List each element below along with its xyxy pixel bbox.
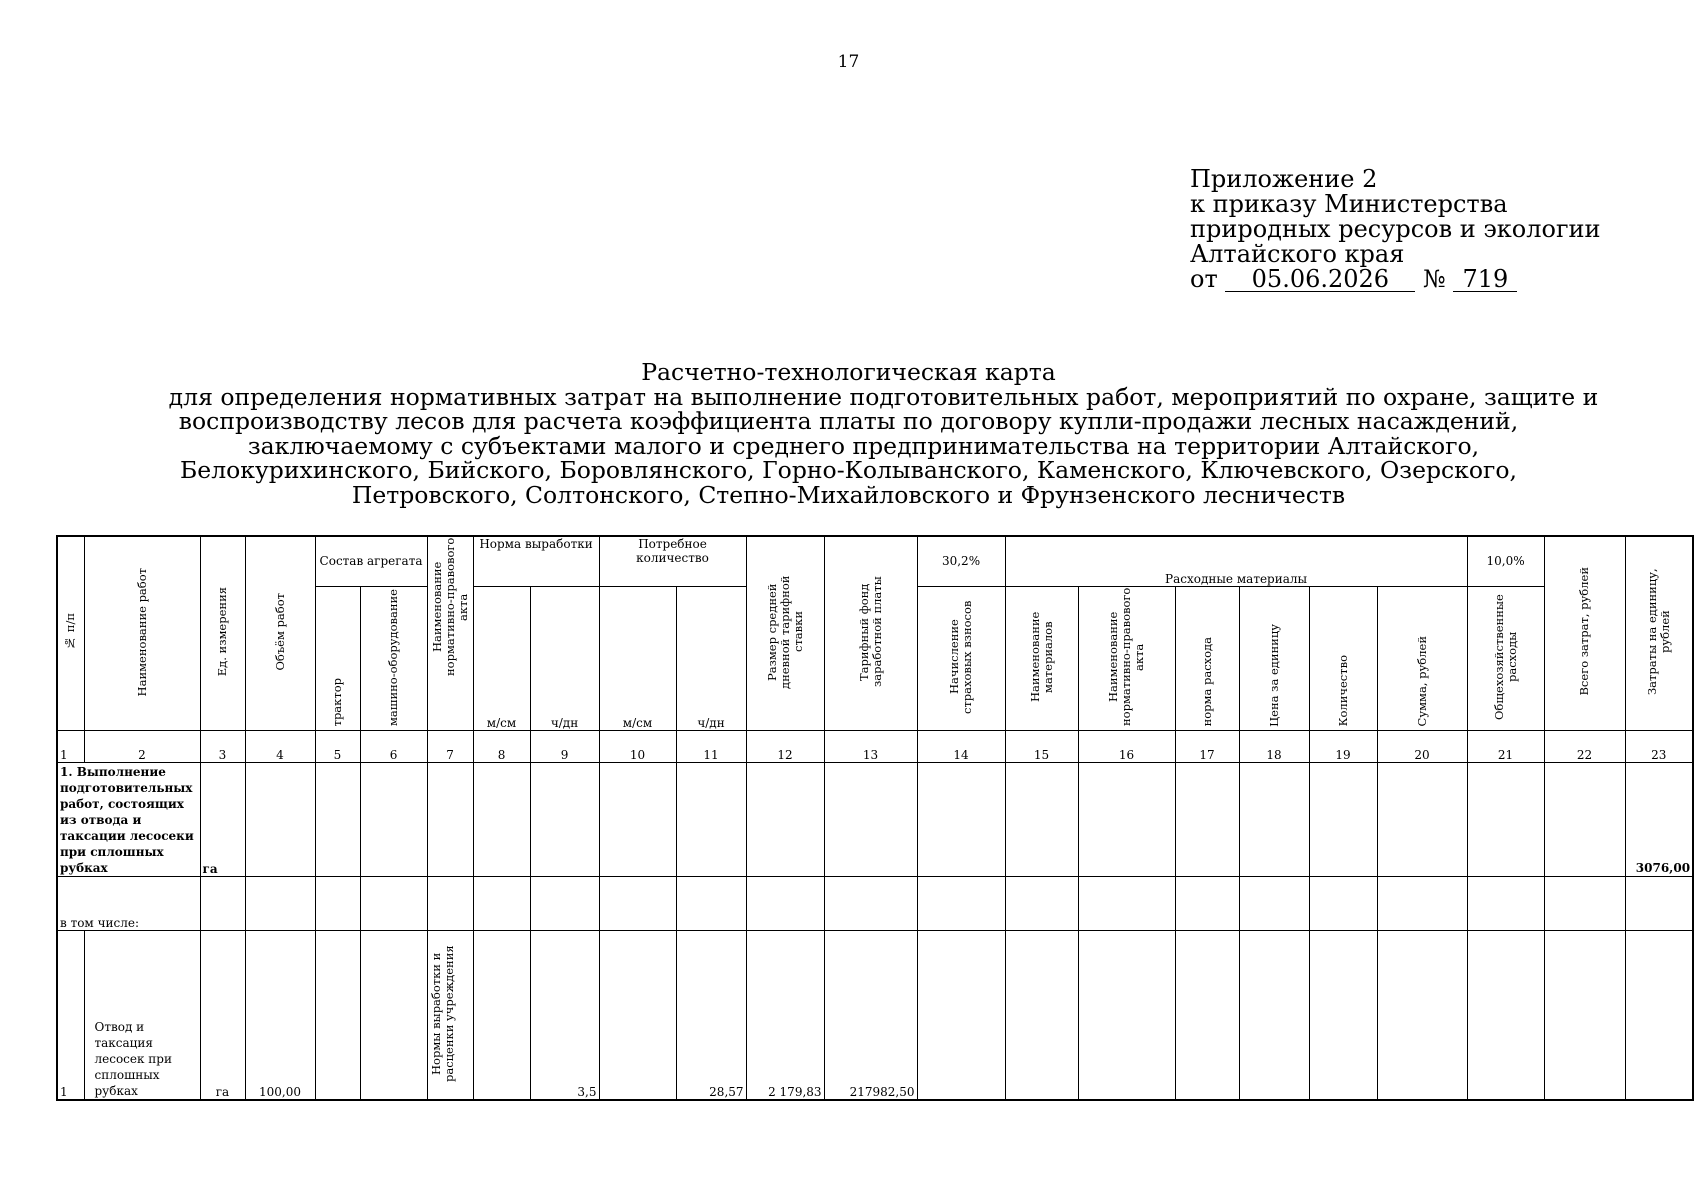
- col-num: 18: [1239, 730, 1309, 762]
- header-norm-group: Норма выработки: [473, 536, 599, 586]
- header-aggregate-group: Состав агрегата: [315, 536, 427, 586]
- header-insurance: Начисление страховых взносов: [917, 586, 1005, 730]
- row-norm-chdn: 3,5: [530, 930, 599, 1100]
- header-norm-chdn: ч/дн: [530, 586, 599, 730]
- order-date: 05.06.2026: [1225, 267, 1415, 292]
- header-need-group: Потребное количество: [599, 536, 746, 586]
- header-wage-fund: Тарифный фонд заработной платы: [824, 536, 917, 730]
- header-legal-act: Наименование нормативно-правового акта: [427, 536, 473, 730]
- header-need-chdn: ч/дн: [676, 586, 746, 730]
- col-num: 10: [599, 730, 676, 762]
- row-num: 1: [57, 930, 84, 1100]
- header-material-act: Наименование нормативно-правового акта: [1078, 586, 1175, 730]
- col-num: 21: [1467, 730, 1544, 762]
- header-volume: Объём работ: [245, 536, 315, 730]
- col-num: 13: [824, 730, 917, 762]
- col-num: 19: [1309, 730, 1377, 762]
- appendix-date-line: [1190, 267, 1601, 292]
- header-machine: машино-оборудование: [360, 586, 427, 730]
- col-num: 20: [1377, 730, 1467, 762]
- section-unit-cost: 3076,00: [1625, 762, 1693, 876]
- col-num: 4: [245, 730, 315, 762]
- date-prefix: от: [1190, 265, 1218, 293]
- row-unit: га: [200, 930, 245, 1100]
- title-line-2: для определения нормативных затрат на выполнение подготовительных работ, мероприятий по охране, защите и: [168, 382, 1599, 411]
- column-numbers-row: [57, 730, 1693, 762]
- header-pct-overhead: 10,0%: [1467, 536, 1544, 586]
- row-wage-fund: 217982,50: [824, 930, 917, 1100]
- col-num: 17: [1175, 730, 1239, 762]
- appendix-line-2: к приказу Министерства: [1190, 190, 1508, 218]
- row-need-chdn: 28,57: [676, 930, 746, 1100]
- section-unit: га: [200, 762, 245, 876]
- header-material-name: Наименование материалов: [1005, 586, 1078, 730]
- col-num: 9: [530, 730, 599, 762]
- calculation-table: [56, 535, 1694, 1101]
- section-name: 1. Выполнение подготовительных работ, состоящих из отвода и таксации лесосеки при сплошных рубках: [57, 762, 200, 876]
- header-price: Цена за единицу: [1239, 586, 1309, 730]
- col-num: 5: [315, 730, 360, 762]
- header-need-msm: м/см: [599, 586, 676, 730]
- document-title: [0, 360, 1697, 507]
- table-row: [57, 930, 1693, 1100]
- col-num: 16: [1078, 730, 1175, 762]
- section-row: [57, 762, 1693, 876]
- row-legal-act: Нормы выработки и расценки учреждения: [427, 930, 473, 1100]
- header-unit: Ед. измерения: [200, 536, 245, 730]
- header-overhead: Общехозяйственные расходы: [1467, 586, 1544, 730]
- header-sum: Сумма, рублей: [1377, 586, 1467, 730]
- col-num: 2: [84, 730, 200, 762]
- header-tractor: трактор: [315, 586, 360, 730]
- including-row: [57, 876, 1693, 930]
- row-volume: 100,00: [245, 930, 315, 1100]
- col-num: 3: [200, 730, 245, 762]
- header-norm-msm: м/см: [473, 586, 530, 730]
- col-num: 6: [360, 730, 427, 762]
- row-work-name: Отвод и таксация лесосек при сплошных рубках: [84, 930, 200, 1100]
- page-number: 17: [837, 52, 860, 72]
- header-num: № п/п: [57, 536, 84, 730]
- title-line-1: Расчетно-технологическая карта: [641, 358, 1056, 386]
- appendix-line-4: Алтайского края: [1190, 240, 1405, 268]
- title-line-5: Белокурихинского, Бийского, Боровлянского, Горно-Колыванского, Каменского, Ключевского, Озерского,: [180, 456, 1517, 484]
- col-num: 12: [746, 730, 824, 762]
- row-daily-rate: 2 179,83: [746, 930, 824, 1100]
- header-work-name: Наименование работ: [84, 536, 200, 730]
- header-pct-insurance: 30,2%: [917, 536, 1005, 586]
- header-daily-rate: Размер средней дневной тарифной ставки: [746, 536, 824, 730]
- col-num: 7: [427, 730, 473, 762]
- col-num: 14: [917, 730, 1005, 762]
- header-materials-group: Расходные материалы: [1005, 536, 1467, 586]
- appendix-line-3: природных ресурсов и экологии: [1190, 215, 1601, 243]
- col-num: 11: [676, 730, 746, 762]
- header-unit-cost: Затраты на единицу, рублей: [1625, 536, 1693, 730]
- col-num: 22: [1544, 730, 1625, 762]
- col-num: 23: [1625, 730, 1693, 762]
- col-num: 15: [1005, 730, 1078, 762]
- title-line-4: заключаемому с субъектами малого и среднего предпринимательства на территории Алтайского,: [247, 431, 1480, 460]
- including-label: в том числе:: [57, 876, 200, 930]
- appendix-block: [1190, 167, 1601, 292]
- header-total-cost: Всего затрат, рублей: [1544, 536, 1625, 730]
- title-line-6: Петровского, Солтонского, Степно-Михайловского и Фрунзенского лесничеств: [351, 480, 1346, 509]
- col-num: 1: [57, 730, 84, 762]
- col-num: 8: [473, 730, 530, 762]
- number-sign: №: [1423, 265, 1446, 293]
- appendix-line-1: Приложение 2: [1190, 165, 1378, 193]
- title-line-3: воспроизводству лесов для расчета коэффициента платы по договору купли-продажи лесных насаждений,: [178, 407, 1519, 435]
- header-quantity: Количество: [1309, 586, 1377, 730]
- order-number: 719: [1453, 267, 1517, 292]
- header-consumption: норма расхода: [1175, 586, 1239, 730]
